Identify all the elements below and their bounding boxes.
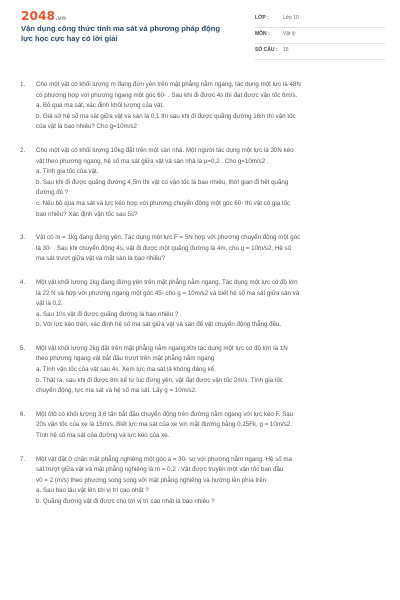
question-text-line: b. Giả sử hệ số ma sát giữa vật và sàn là 0,1 thì sau khi đi được quãng đường 16m thì vận tốc xyxy=(36,112,296,120)
question-number: 7. xyxy=(20,455,26,463)
question-number: 1. xyxy=(20,81,26,88)
meta-label: MÔN : xyxy=(255,31,270,37)
question-text-line: theo phương ngang vật bắt đầu trượt trên mặt phẳng nằm ngang xyxy=(36,355,215,363)
question-text-line: Cho một vật có khối lượng m đang đứn yên trên mặt phẳng nằm ngang, tác dụng một lực là 48N xyxy=(36,81,301,88)
question-text-line: là 22 N và hợp với phương ngang một góc 45◦ cho g = 10m/s2 và biết hệ số ma sát giữa sàn và xyxy=(36,289,300,297)
question-item xyxy=(20,233,382,265)
question-text-line: Vật có m = 1kg đang đứng yên. Tác dụng một lực F = 5N hợp với phương chuyển động một góc xyxy=(36,234,301,242)
document-header xyxy=(0,0,400,62)
question-text-line: vật là 0,2. xyxy=(36,300,63,308)
question-body xyxy=(36,146,382,220)
question-text-line: a. Sau 10s vật đi được quãng đường là bao nhiêu ? . xyxy=(36,310,182,318)
question-body xyxy=(36,410,382,442)
question-text-line: b. Sau khi đi được quãng đường 4,5m thì vật có vận tốc là bao nhiêu, thời gian đi hết quãng xyxy=(36,178,289,186)
question-text-line: bao nhiêu? Xác định vận tốc sau 5s? xyxy=(36,210,138,218)
question-number: 4. xyxy=(20,278,26,286)
question-item xyxy=(20,455,382,508)
question-number: 5. xyxy=(20,344,26,352)
question-body xyxy=(36,80,382,133)
question-text-line: Một ôtô có khối lượng 3,6 tấn bắt đầu chuyển động trên đường nằm ngang với lực kéo F. Sau xyxy=(36,410,294,418)
question-item xyxy=(20,146,382,220)
site-logo[interactable] xyxy=(21,9,66,23)
meta-value: Vật lý xyxy=(283,31,296,37)
question-text-line: vật theo phương ngang, hệ số ma sát giữa vật và sàn nhà là μ=0,2 . Cho g=10m/s2 . xyxy=(36,157,269,165)
meta-value: 15 xyxy=(283,47,289,53)
question-text-line: 20s vận tốc của xe là 15m/s. Biết lực ma sát của xe với mặt đường bằng 0,25Fk, g = 10m/s2. xyxy=(36,421,292,429)
question-body xyxy=(36,233,382,265)
meta-label: LỚP : xyxy=(255,15,269,21)
question-item xyxy=(20,278,382,331)
question-text-line: a. Sau bao lâu vật lên tới vị trí cao nhất ? xyxy=(36,487,149,495)
question-text-line: a. Tính gia tốc của vật. xyxy=(36,168,99,176)
question-text-line: Tính hệ số ma sát của đường và lực kéo của xe. xyxy=(36,432,170,440)
logo-text: 2048 xyxy=(21,9,56,23)
question-text-line: b. Với lực kéo trên, xác định hệ số ma sát giữa vật và sàn để vật chuyển động thẳng đều. xyxy=(36,321,282,329)
document-title: Vận dụng công thức tính ma sát và phương pháp động lực học cực hay có lời giải xyxy=(21,24,221,43)
question-text-line: b. Thật ra, sau khi đi được 8m kể từ lúc đứng yên, vật đạt được vận tốc 2m/s. Tính gia tốc xyxy=(36,376,283,384)
logo-suffix: .vn xyxy=(55,15,67,22)
meta-row-subject xyxy=(255,28,385,44)
question-text-line: Một vật khối lượng 1kg đang đứng yên trên mặt phẳng nằm ngang. Tác dụng một lực có độ lớn xyxy=(36,278,298,286)
question-body xyxy=(36,344,382,397)
meta-row-question-count xyxy=(255,44,385,60)
question-text-line: c. Nếu bỏ qua ma sát và lực kéo hợp với phương chuyển động một góc 60◦ thì vật có gia tốc xyxy=(36,199,291,207)
question-text-line: là 30◦ . Sau khi chuyển động 4s, vật đi được một quãng đường là 4m, cho g = 10m/s2. Hệ số xyxy=(36,244,292,252)
question-text-line: của vật là bao nhiêu? Cho g=10m/s2 xyxy=(36,123,137,131)
question-text-line: Cho một vật có khối lượng 10kg đặt trên một sàn nhà. Một người tác dụng một lực là 30N kéo xyxy=(36,146,294,154)
meta-info-table xyxy=(255,12,385,60)
question-text-line: a. Bỏ qua ma sát, xác định khối lượng của vật. xyxy=(36,102,164,110)
question-text-line: Một vật đặt ở chân mặt phẳng nghiêng một góc a = 30◦ so với phương nằm ngang. Hệ số ma xyxy=(36,455,293,463)
question-text-line: Một vật khối lượng 2kg đặt trên mặt phẳng nằm ngang.Khi tác dụng một lực có độ lớn là 1N xyxy=(36,344,288,352)
question-body xyxy=(36,455,382,508)
question-item xyxy=(20,80,382,133)
question-item xyxy=(20,410,382,442)
question-text-line: ma sát trượt giữa vật và mặt sàn là bao nhiêu? xyxy=(36,255,165,263)
question-list xyxy=(20,80,382,521)
question-number: 3. xyxy=(20,234,26,242)
question-body xyxy=(36,278,382,331)
question-text-line: đường đó ? xyxy=(36,189,69,197)
question-number: 2. xyxy=(20,146,26,154)
question-text-line: sát trượt giữa vật và mặt phẳng nghiêng là m = 0,2 . Vật được truyền một vận tốc ban đầu xyxy=(36,466,284,474)
question-text-line: b. Quãng đường vật đi được cho tới vị trí cao nhất là bao nhiêu ? xyxy=(36,498,215,505)
question-text-line: có phương hợp với phương ngang một góc 60◦ . Sau khi đi được 4s thì đạt được vận tốc 6m/s. xyxy=(36,91,298,99)
meta-label: SỐ CÂU : xyxy=(255,47,278,53)
question-item xyxy=(20,344,382,397)
meta-row-class xyxy=(255,12,385,28)
question-number: 6. xyxy=(20,410,26,418)
meta-value: Lớp 10 xyxy=(283,15,299,21)
question-text-line: a. Tính vận tốc của vật sau 4s. Xem lực ma sát là không đáng kể. xyxy=(36,366,216,374)
question-text-line: v0 = 2 (m/s) theo phương song song với mặt phẳng nghiêng và hướng lên phía trên. xyxy=(36,476,268,484)
question-text-line: chuyển động, lực ma sát và hệ số ma sát. Lấy g = 10m/s2. xyxy=(36,387,197,395)
